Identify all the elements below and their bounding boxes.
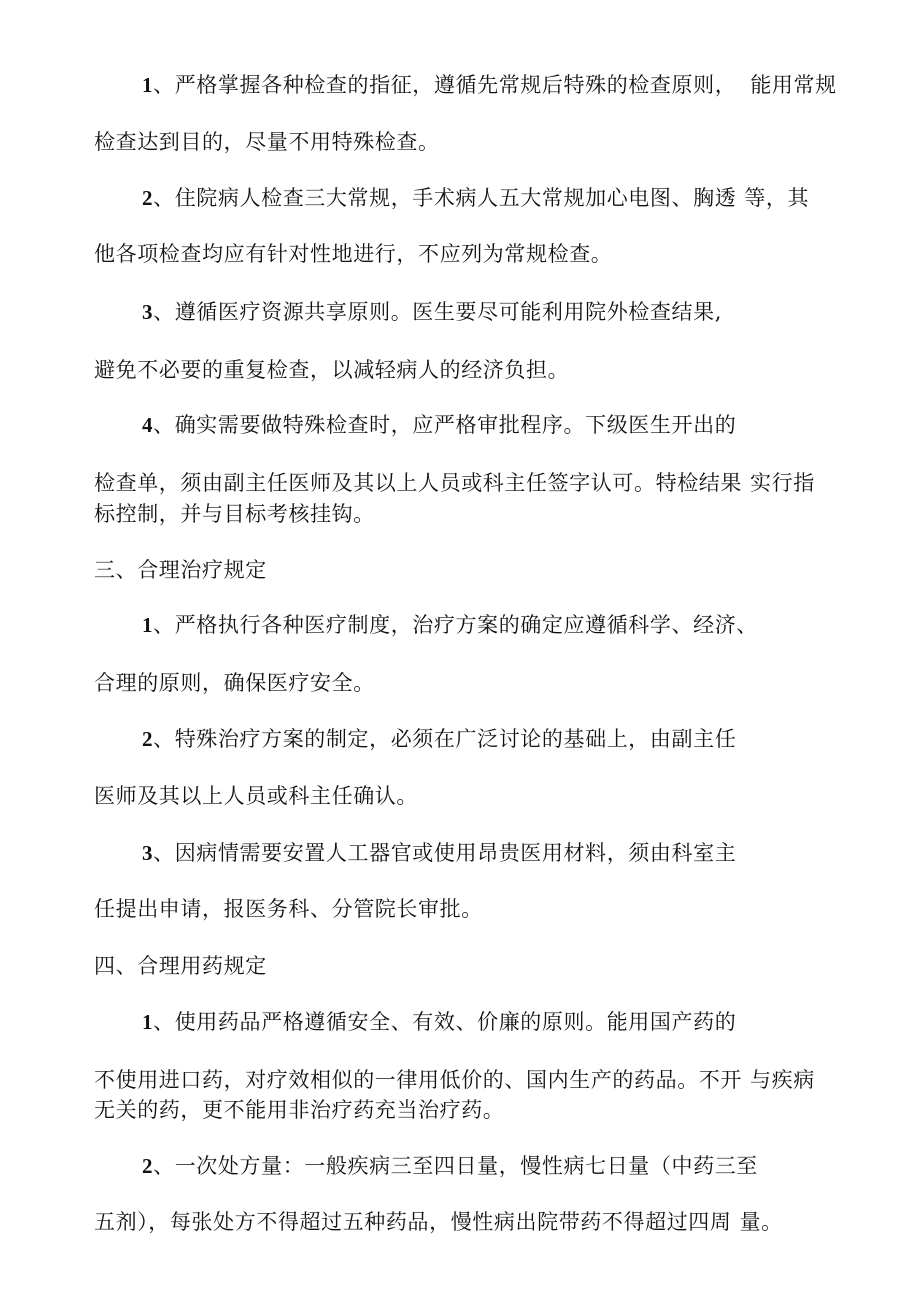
treatment-item-3-line-2: 任提出申请，报医务科、分管院长审批。 [94,897,483,921]
item-text: 量。 [739,1210,783,1234]
medication-item-1-line-1 [142,1008,736,1036]
item-number: 2 [142,1154,154,1178]
item-text: 、一次处方量：一般疾病三至四日量，慢性病七日量（中药三至 [153,1154,758,1178]
item-number: 1 [142,1010,154,1034]
treatment-item-1-line-2: 合理的原则，确保医疗安全。 [94,671,375,695]
item-text: 、严格执行各种医疗制度，治疗方案的确定应遵循科学、经济、 [153,613,758,637]
exam-item-4-line-2 [94,469,815,497]
item-text: 、遵循医疗资源共享原则。医生要尽可能利用院外检查结果, [153,300,722,324]
item-text: 、因病情需要安置人工器官或使用昂贵医用材料，须由科室主 [153,841,737,865]
treatment-item-1-line-1 [142,611,758,639]
item-text: 、使用药品严格遵循安全、有效、价廉的原则。能用国产药的 [153,1010,737,1034]
item-text: 、住院病人检查三大常规，手术病人五大常规加心电图、胸透 [153,186,737,210]
item-number: 1 [142,613,154,637]
item-text: 与疾病 [750,1068,815,1092]
item-text: 、特殊治疗方案的制定，必须在广泛讨论的基础上，由副主任 [153,727,737,751]
medication-item-1-line-3: 无关的药，更不能用非治疗药充当治疗药。 [94,1098,505,1122]
item-text: 、确实需要做特殊检查时，应严格审批程序。下级医生开出的 [153,413,737,437]
item-text: 、严格掌握各种检查的指征，遵循先常规后特殊的检查原则， [153,73,737,97]
item-number: 4 [142,413,154,437]
item-number: 2 [142,727,154,751]
treatment-item-2-line-1 [142,725,736,753]
item-text: 不使用进口药，对疗效相似的一律用低价的、国内生产的药品。不开 [94,1068,742,1092]
item-text: 能用常规 [750,73,837,97]
treatment-item-2-line-2: 医师及其以上人员或科主任确认。 [94,784,418,808]
item-number: 1 [142,73,154,97]
item-number: 3 [142,841,154,865]
exam-item-1-line-2: 检查达到目的，尽量不用特殊检查。 [94,130,440,154]
item-number: 2 [142,186,154,210]
section-heading-treatment: 三、合理治疗规定 [94,558,267,582]
treatment-item-3-line-1 [142,839,736,867]
exam-item-4-line-1 [142,411,736,439]
exam-item-3-line-2: 避免不必要的重复检查，以减轻病人的经济负担。 [94,358,570,382]
medication-item-2-line-1 [142,1152,758,1180]
medication-item-1-line-2 [94,1066,815,1094]
medication-item-2-line-2 [94,1208,783,1236]
item-text: 等，其 [744,186,810,210]
exam-item-3-line-1 [142,298,722,326]
item-text: 实行指 [750,471,815,495]
item-number: 3 [142,300,154,324]
item-text: 五剂），每张处方不得超过五种药品，慢性病出院带药不得超过四周 [94,1210,732,1234]
item-text: 检查单，须由副主任医师及其以上人员或科主任签字认可。特检结果 [94,471,742,495]
section-heading-medication: 四、合理用药规定 [94,954,267,978]
exam-item-4-line-3: 标控制，并与目标考核挂钩。 [94,502,375,526]
exam-item-2-line-1 [142,184,809,212]
exam-item-1-line-1 [142,71,837,99]
exam-item-2-line-2: 他各项检查均应有针对性地进行，不应列为常规检查。 [94,242,613,266]
